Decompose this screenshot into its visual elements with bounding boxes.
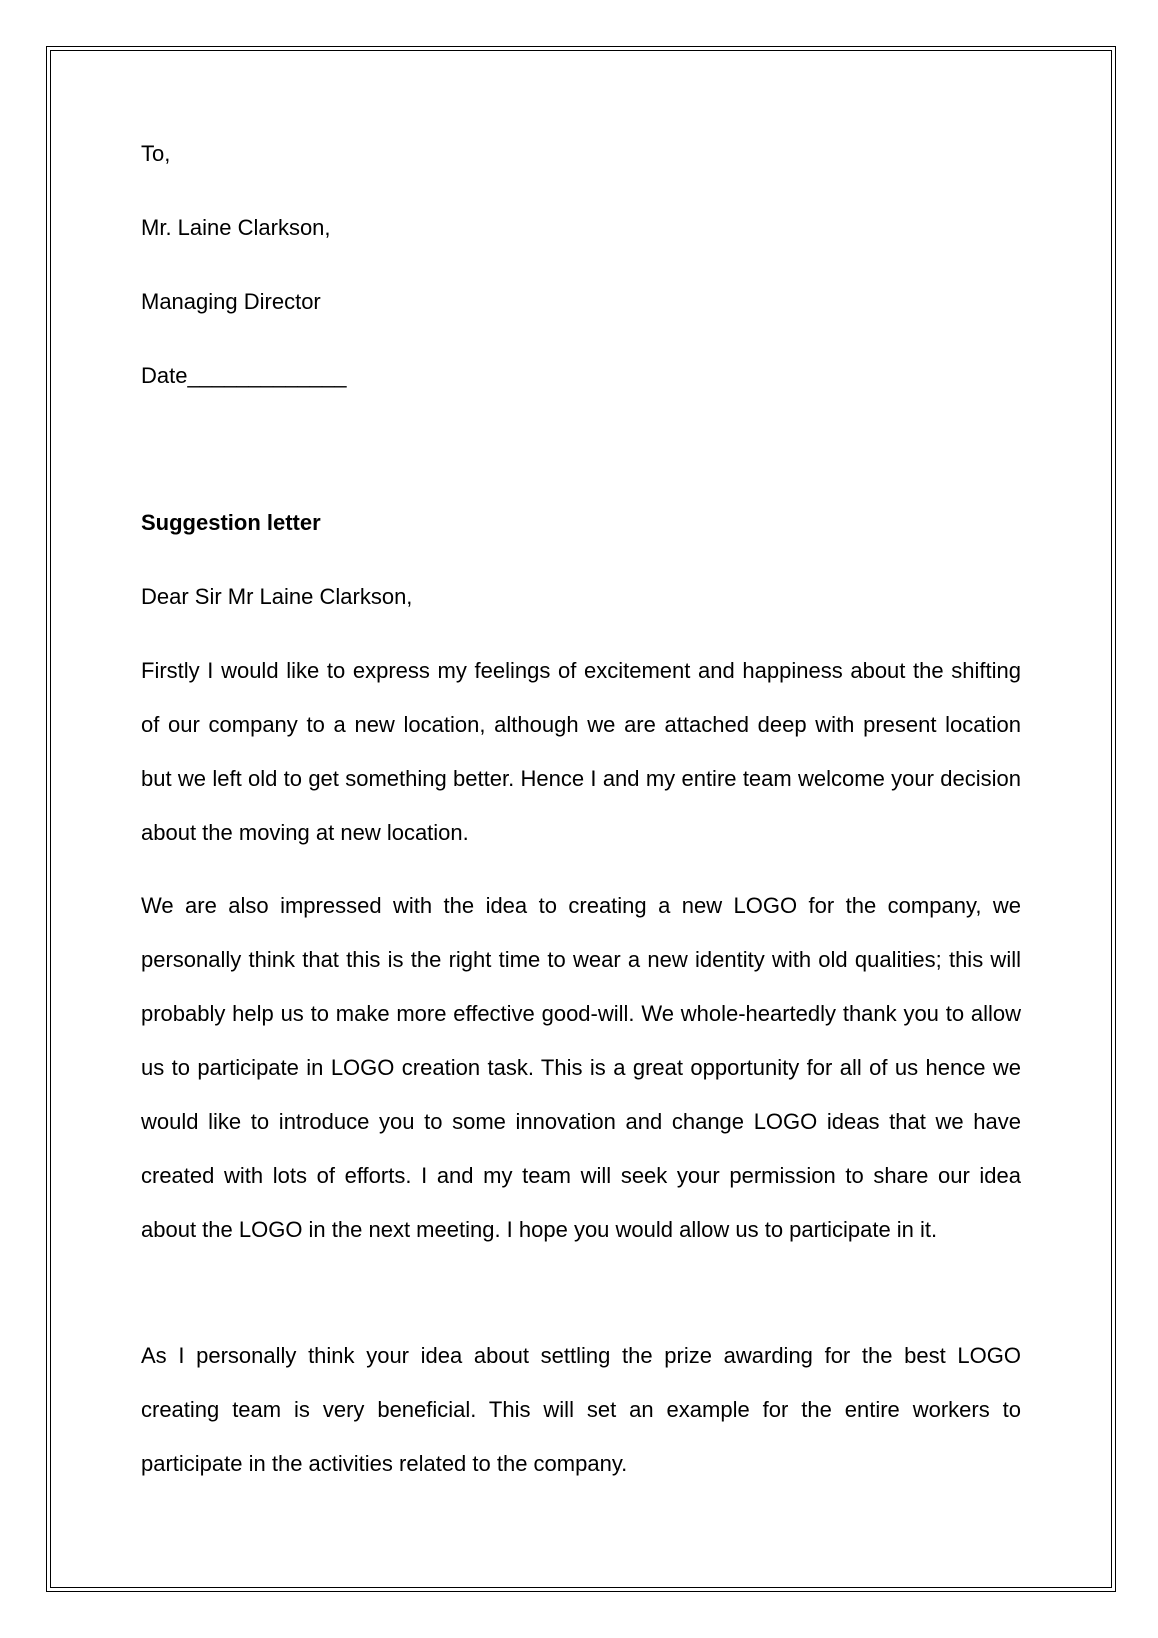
recipient-name: Mr. Laine Clarkson, bbox=[141, 215, 331, 240]
paragraph-3: As I personally think your idea about settling the prize awarding for the best LOGO creating team is very beneficial. This will set an example for the entire workers to participate in the activities related to the company. bbox=[141, 1343, 1021, 1476]
date-line: Date_____________ bbox=[141, 363, 347, 388]
paragraph-2: We are also impressed with the idea to creating a new LOGO for the company, we personally think that this is the right time to wear a new identity with old qualities; this will probably help us to make more effective good-will. We whole-heartedly thank you to allow us to participate in LOGO creation task. This is a great opportunity for all of us hence we would like to introduce you to some innovation and change LOGO ideas that we have created with lots of efforts. I and my team will seek your permission to share our idea about the LOGO in the next meeting. I hope you would allow us to participate in it. bbox=[141, 893, 1021, 1242]
recipient-to: To, bbox=[141, 141, 171, 166]
recipient-title: Managing Director bbox=[141, 289, 321, 314]
letter-subject: Suggestion letter bbox=[141, 510, 321, 535]
salutation: Dear Sir Mr Laine Clarkson, bbox=[141, 584, 413, 609]
paragraph-1: Firstly I would like to express my feelings of excitement and happiness about the shifting of our company to a new location, although we are attached deep with present location but we left old to get something better. Hence I and my entire team welcome your decision about the moving at new location. bbox=[141, 658, 1021, 845]
